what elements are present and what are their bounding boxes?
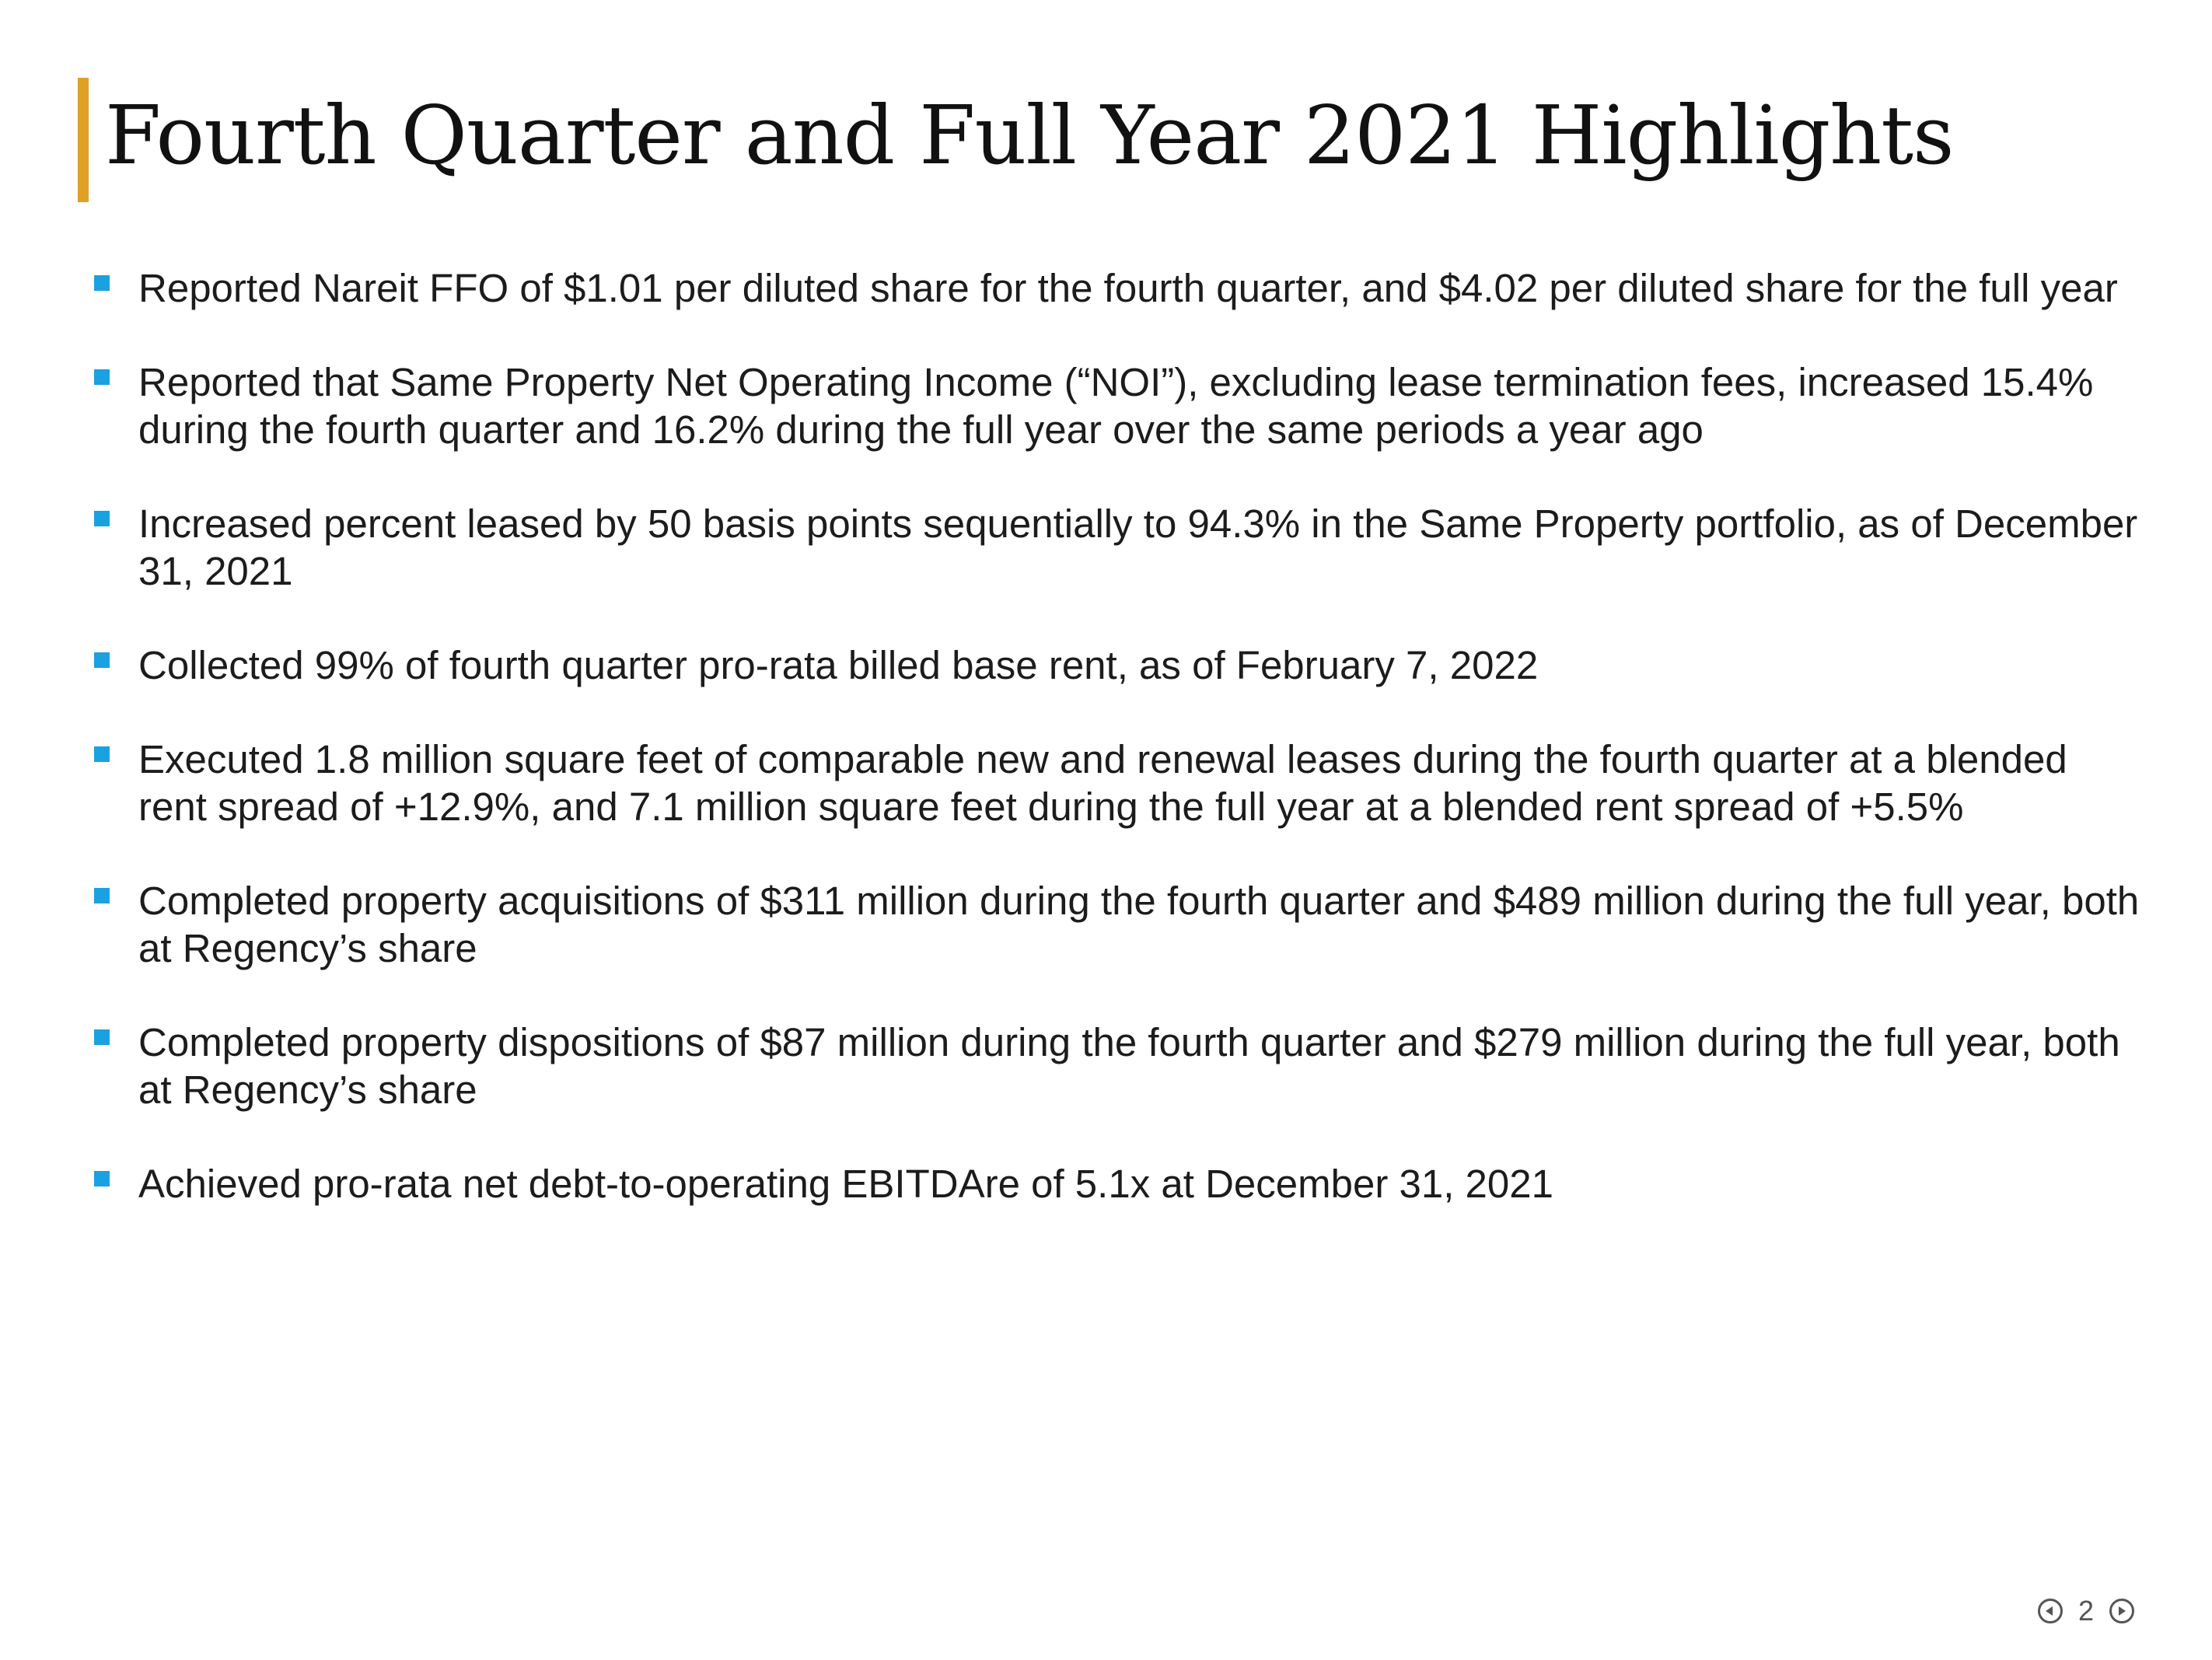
square-bullet-icon: [94, 1029, 110, 1045]
list-item: [92, 877, 2144, 972]
list-item-text: Reported that Same Property Net Operating Income (“NOI”), excluding lease termination fees, increased 15.4% during the fourth quarter and 16.2% during the full year over the same periods a year ago: [138, 360, 2094, 452]
list-item-text: Executed 1.8 million square feet of comparable new and renewal leases during the fourth quarter at a blended rent spread of +12.9%, and 7.1 million square feet during the full year at a blended rent spread of +5.5%: [138, 737, 2067, 829]
page-number: 2: [2077, 1595, 2094, 1627]
list-item-text: Completed property dispositions of $87 million during the fourth quarter and $279 million during the full year, both at Regency’s share: [138, 1020, 2120, 1112]
circle-right-arrow-icon[interactable]: [2109, 1599, 2134, 1623]
square-bullet-icon: [94, 511, 110, 526]
list-item-text: Completed property acquisitions of $311 million during the fourth quarter and $489 million during the full year, both at Regency’s share: [138, 879, 2140, 970]
square-bullet-icon: [94, 369, 110, 385]
list-item: [92, 500, 2144, 595]
square-bullet-icon: [94, 746, 110, 762]
list-item-text: Achieved pro-rata net debt-to-operating EBITDAre of 5.1x at December 31, 2021: [138, 1162, 1554, 1206]
list-item: [92, 1160, 2144, 1207]
list-item-text: Reported Nareit FFO of $1.01 per diluted share for the fourth quarter, and $4.02 per diluted share for the full year: [138, 266, 2118, 310]
square-bullet-icon: [94, 888, 110, 903]
title-accent-bar: [78, 78, 89, 202]
circle-left-arrow-icon[interactable]: [2038, 1599, 2063, 1623]
list-item-text: Increased percent leased by 50 basis points sequentially to 94.3% in the Same Property portfolio, as of December 31, 2021: [138, 501, 2138, 593]
list-item: [92, 264, 2144, 312]
list-item: [92, 358, 2144, 453]
square-bullet-icon: [94, 1171, 110, 1186]
square-bullet-icon: [94, 275, 110, 291]
list-item: [92, 1019, 2144, 1113]
list-item-text: Collected 99% of fourth quarter pro-rata billed base rent, as of February 7, 2022: [138, 643, 1539, 687]
highlights-list: [92, 264, 2144, 1254]
page-title: Fourth Quarter and Full Year 2021 Highlights: [105, 88, 1954, 183]
list-item: [92, 641, 2144, 689]
square-bullet-icon: [94, 652, 110, 668]
slide-pager: [2038, 1595, 2134, 1627]
list-item: [92, 736, 2144, 830]
